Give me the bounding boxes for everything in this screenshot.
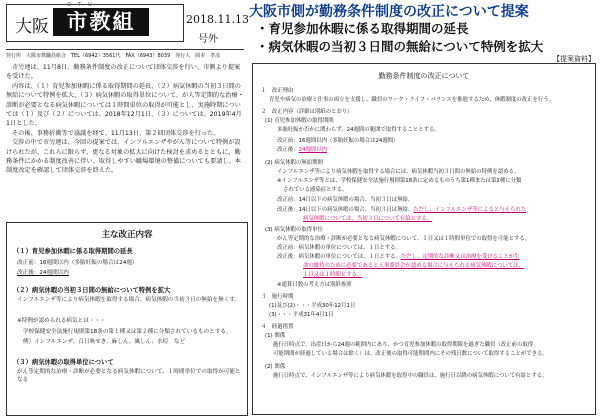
document-highlight: ただし、インフルエンザ等によると与えられた xyxy=(413,207,527,213)
document-highlight: ただし、定期的な診断又は治療を受けることが生 xyxy=(400,254,520,260)
document-line: (1) 関係 xyxy=(265,333,286,339)
document-line: (3) 病気休暇の取得単位 xyxy=(265,227,323,233)
document-line: 改正後：24週間以内 xyxy=(277,147,328,153)
article-paragraph-3: その後、事務折衝等で協議を経て、11月13日、第２回団体交渉を行った。 xyxy=(12,129,220,137)
document-line: 改正前：16週間以内（多胎妊娠の場合は24週間） xyxy=(277,138,399,144)
article-body xyxy=(6,63,244,213)
summary-line: ※特例が認められる病気とは・・・ xyxy=(17,318,106,324)
document-line: 改正前：14日以下の病気休暇の場合、当初３日は無給。 xyxy=(277,197,414,203)
summary-box xyxy=(6,222,248,416)
summary-title: 主な改正内容 xyxy=(101,230,153,240)
document-line: がん等定期的な治療・診断が必要となる病気休暇について、１日又は１時間単位での取得を可能とする。 xyxy=(277,236,531,242)
summary-line: インフルエンザ等により病気休暇を取得する場合、病気休暇の当初３日の無給を無くす。 xyxy=(17,297,241,303)
document-line: 施行日時点で、インフルエンザ等により病気休暇を取得中の職員は、施行日以降の病気休暇について有給とする。 xyxy=(273,373,548,379)
summary-line: 例）インフルエンザ、百日咳せき、麻しん、風しん、水痘 など xyxy=(23,339,186,345)
document-highlight: 病気休暇については、当初３日について有給とする。 xyxy=(303,216,433,222)
issue-number: 号外 xyxy=(198,34,218,45)
summary-line: 改正前：16週間以内（多胎妊娠の場合は24週） xyxy=(17,260,138,266)
document-highlight: 24週間以内 xyxy=(298,147,328,153)
proposal-document xyxy=(252,63,596,415)
summary-section-2: （２）病気休暇の当初３日間の無給について特例を拡大 xyxy=(13,287,171,294)
document-line: されている感染症とする。 xyxy=(283,187,348,193)
document-highlight: 命の維持のために必要であると人事委員会が認める場合に与えられる病気休暇については、 xyxy=(303,263,524,269)
document-heading: １ 改正理由 xyxy=(261,88,294,94)
masthead-logo xyxy=(6,4,184,42)
document-line: 施行日時点で、出産日から24週の範囲内にあり、かつ育児参加休暇の取得期限を過ぎた職員（改正前の取得 xyxy=(273,342,534,348)
document-line: (1)及び(2)・・・平成30年12月1日 xyxy=(269,303,356,309)
masthead-osaka: 大阪 xyxy=(15,17,49,37)
masthead-name: 市教組 xyxy=(53,8,149,36)
document-line: (3)・・・平成31年4月1日 xyxy=(269,312,334,318)
summary-line: がん等定期的な治療・診断が必要となる病気休暇について、１時間単位での取得が可能となる xyxy=(17,369,241,383)
summary-section-3: （３）病気休暇の取得単位について xyxy=(13,359,114,366)
article-paragraph-4: 交渉の中で市労連は、今回の提案では、インフルエンザやがん等について特例が設けられたが、これらに限らず、更なる対象の拡大に向けた検討を求めるとともに、勤務条件にかかる制度改善に伴い、取得しやすい職場環境の整備についても要請し、本制度改定を確認して団体交渉を終えた。 xyxy=(6,139,241,175)
document-line: 多胎妊娠か否かに関わらず、24週間の範囲で取得することとする。 xyxy=(277,127,440,133)
document-line: (2) 病気休暇の無給期間 xyxy=(265,160,323,166)
article-paragraph-1: 市労連は、11月8日、勤務条件制度の改正について団体交渉を行い、市側より提案を受けた。 xyxy=(6,64,241,81)
document-title: 勤務条件制度の改正について xyxy=(378,72,470,80)
document-line: 可能期間が経過している場合は除く）は、改正後の取得可能期間内にその残日数について取得することができる。 xyxy=(273,351,548,357)
document-highlight: １日又は１時間とする。 xyxy=(303,272,363,278)
publisher-info: 発行所 大阪市教職員組合 TEL（6942）3561代 FAX（6943）8039 発行人 岡本 孝彦 xyxy=(6,49,244,59)
document-line: (2) 関係 xyxy=(265,364,286,370)
summary-line: 改正後：24週間以内 xyxy=(17,270,69,276)
document-line: ※通算日数の考え方は別紙参照 xyxy=(277,282,352,288)
document-line: 改正前：病気休暇の単位については、１日とする。 xyxy=(277,245,401,251)
proposal-tag: 【提案資料】 xyxy=(553,55,595,63)
masthead-roman: OTU xyxy=(67,2,99,8)
headline-bullet-1: ・育児参加休暇に係る取得期間の延長 xyxy=(256,21,469,36)
document-line: ※インフルエンザ等とは、学校保健安全法施行規則第18条に定めるものうち第1種または第2種に分類 xyxy=(277,178,522,184)
summary-line: 学校保健安全法施行規則第18条の第１種又は第２種に分類されているものとする。 xyxy=(23,329,232,335)
summary-section-1: （１）育児参加休暇に係る取得期間の延長 xyxy=(13,248,133,255)
document-heading: ４ 経過措置 xyxy=(261,324,294,330)
document-heading: ３ 施行時期 xyxy=(261,294,294,300)
headline-title: 大阪市側が勤務条件制度の改正について提案 xyxy=(249,4,529,20)
document-line: インフルエンザ等により病気休暇を取得する場合には、病気休暇当初３日間の無給の特例を認める。 xyxy=(277,169,520,175)
document-line: 育児や病気の治療と仕事の両立を支援し、職員のワーク・ライフ・バランスを推進するため、休暇制度の改正を行う。 xyxy=(269,97,555,103)
article-paragraph-2: 内容は、（１）育児参加休暇に係る取得期間の延長、（２）病気休暇の当初３日間の無給について特例を拡大、（３）病気休暇の取得単位について、が人等定期的な治療・診断が必要となる病気休暇については１時間単位の取得が可能とし、実施時期については（１）及び（２）については、2018年12月1日、（３）については、2019年4月1日とした。 xyxy=(6,82,244,128)
document-heading: ２ 改正内容（詳細は別紙のとおり） xyxy=(261,109,353,115)
headline-bullet-2: ・病気休暇の当初３日間の無給について特例を拡大 xyxy=(256,39,544,54)
document-line: (1) 育児参加休暇の取得期間 xyxy=(265,118,334,124)
document-line: 改正後：14日以下の病気休暇の場合、当初３日は無給。ただし、インフルエンザ等によると与えられた xyxy=(277,207,527,213)
issue-date: 2018.11.13 xyxy=(186,13,249,26)
document-line: 改正後：病気休暇の単位については、１日とする。ただし、定期的な診断又は治療を受けることが生 xyxy=(277,254,520,260)
